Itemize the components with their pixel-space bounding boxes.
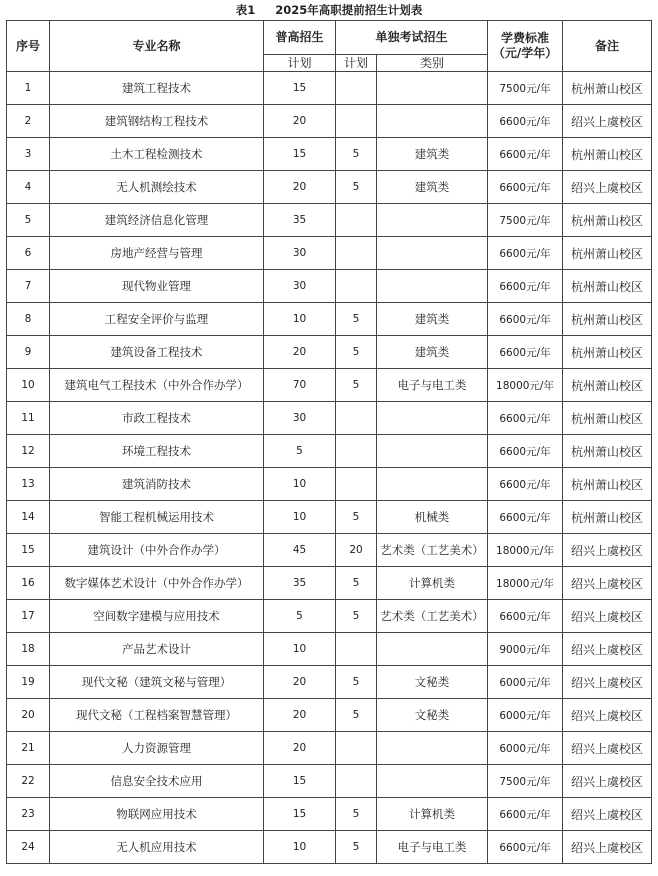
cell-campus: 杭州萧山校区 bbox=[563, 501, 652, 534]
table-row bbox=[7, 534, 652, 567]
cell-general-plan: 10 bbox=[264, 633, 336, 666]
cell-tuition: 7500元/年 bbox=[488, 765, 563, 798]
cell-tuition: 9000元/年 bbox=[488, 633, 563, 666]
cell-major: 房地产经营与管理 bbox=[50, 237, 264, 270]
cell-seq: 17 bbox=[7, 600, 50, 633]
cell-tuition: 6600元/年 bbox=[488, 303, 563, 336]
cell-major: 智能工程机械运用技术 bbox=[50, 501, 264, 534]
cell-seq: 1 bbox=[7, 72, 50, 105]
cell-single-plan bbox=[336, 435, 377, 468]
cell-tuition: 6600元/年 bbox=[488, 600, 563, 633]
cell-campus: 绍兴上虞校区 bbox=[563, 534, 652, 567]
header-remark: 备注 bbox=[563, 21, 652, 72]
table-row bbox=[7, 369, 652, 402]
cell-seq: 20 bbox=[7, 699, 50, 732]
cell-single-plan: 5 bbox=[336, 600, 377, 633]
table-row bbox=[7, 204, 652, 237]
cell-single-category: 计算机类 bbox=[377, 798, 488, 831]
cell-major: 现代文秘（工程档案智慧管理） bbox=[50, 699, 264, 732]
table-row bbox=[7, 567, 652, 600]
cell-tuition: 18000元/年 bbox=[488, 567, 563, 600]
cell-general-plan: 5 bbox=[264, 435, 336, 468]
cell-single-category: 文秘类 bbox=[377, 666, 488, 699]
cell-single-plan: 5 bbox=[336, 369, 377, 402]
cell-campus: 杭州萧山校区 bbox=[563, 270, 652, 303]
cell-major: 物联网应用技术 bbox=[50, 798, 264, 831]
cell-single-category bbox=[377, 765, 488, 798]
cell-general-plan: 15 bbox=[264, 798, 336, 831]
cell-general-plan: 20 bbox=[264, 732, 336, 765]
cell-single-plan: 5 bbox=[336, 798, 377, 831]
cell-single-plan: 5 bbox=[336, 666, 377, 699]
cell-campus: 杭州萧山校区 bbox=[563, 204, 652, 237]
cell-seq: 6 bbox=[7, 237, 50, 270]
cell-tuition: 6000元/年 bbox=[488, 666, 563, 699]
table-row bbox=[7, 633, 652, 666]
table-row bbox=[7, 435, 652, 468]
cell-major: 建筑钢结构工程技术 bbox=[50, 105, 264, 138]
cell-major: 建筑设备工程技术 bbox=[50, 336, 264, 369]
cell-general-plan: 35 bbox=[264, 204, 336, 237]
cell-seq: 16 bbox=[7, 567, 50, 600]
cell-tuition: 7500元/年 bbox=[488, 72, 563, 105]
cell-single-plan bbox=[336, 402, 377, 435]
table-row bbox=[7, 72, 652, 105]
cell-tuition: 6600元/年 bbox=[488, 237, 563, 270]
table-row bbox=[7, 468, 652, 501]
cell-general-plan: 70 bbox=[264, 369, 336, 402]
cell-major: 现代物业管理 bbox=[50, 270, 264, 303]
cell-single-plan: 5 bbox=[336, 171, 377, 204]
cell-tuition: 6600元/年 bbox=[488, 435, 563, 468]
cell-single-plan: 20 bbox=[336, 534, 377, 567]
cell-general-plan: 20 bbox=[264, 699, 336, 732]
cell-campus: 杭州萧山校区 bbox=[563, 336, 652, 369]
cell-tuition: 6600元/年 bbox=[488, 105, 563, 138]
cell-seq: 7 bbox=[7, 270, 50, 303]
cell-single-plan: 5 bbox=[336, 138, 377, 171]
header-general-plan: 计划 bbox=[264, 55, 336, 72]
cell-general-plan: 30 bbox=[264, 237, 336, 270]
cell-tuition: 6600元/年 bbox=[488, 402, 563, 435]
cell-single-category bbox=[377, 270, 488, 303]
cell-campus: 绍兴上虞校区 bbox=[563, 666, 652, 699]
cell-campus: 绍兴上虞校区 bbox=[563, 105, 652, 138]
cell-general-plan: 30 bbox=[264, 402, 336, 435]
cell-major: 建筑电气工程技术（中外合作办学） bbox=[50, 369, 264, 402]
table-title: 2025年高职提前招生计划表 bbox=[275, 3, 423, 17]
cell-general-plan: 5 bbox=[264, 600, 336, 633]
table-row bbox=[7, 171, 652, 204]
cell-major: 数字媒体艺术设计（中外合作办学） bbox=[50, 567, 264, 600]
table-row bbox=[7, 105, 652, 138]
cell-single-category: 建筑类 bbox=[377, 138, 488, 171]
cell-major: 土木工程检测技术 bbox=[50, 138, 264, 171]
cell-major: 无人机应用技术 bbox=[50, 831, 264, 864]
cell-single-plan bbox=[336, 72, 377, 105]
cell-campus: 杭州萧山校区 bbox=[563, 237, 652, 270]
cell-campus: 绍兴上虞校区 bbox=[563, 171, 652, 204]
cell-campus: 杭州萧山校区 bbox=[563, 435, 652, 468]
cell-single-category: 艺术类（工艺美术） bbox=[377, 600, 488, 633]
cell-single-category: 机械类 bbox=[377, 501, 488, 534]
cell-single-plan bbox=[336, 732, 377, 765]
cell-seq: 19 bbox=[7, 666, 50, 699]
cell-single-category: 文秘类 bbox=[377, 699, 488, 732]
cell-single-category bbox=[377, 633, 488, 666]
header-general: 普高招生 bbox=[264, 21, 336, 55]
cell-campus: 绍兴上虞校区 bbox=[563, 732, 652, 765]
cell-single-category bbox=[377, 105, 488, 138]
cell-seq: 9 bbox=[7, 336, 50, 369]
cell-general-plan: 20 bbox=[264, 105, 336, 138]
table-caption bbox=[0, 0, 658, 20]
cell-single-plan bbox=[336, 204, 377, 237]
cell-tuition: 6600元/年 bbox=[488, 138, 563, 171]
cell-single-plan: 5 bbox=[336, 303, 377, 336]
cell-tuition: 18000元/年 bbox=[488, 534, 563, 567]
cell-campus: 绍兴上虞校区 bbox=[563, 831, 652, 864]
table-row bbox=[7, 138, 652, 171]
cell-tuition: 6600元/年 bbox=[488, 336, 563, 369]
cell-seq: 14 bbox=[7, 501, 50, 534]
table-row bbox=[7, 831, 652, 864]
cell-tuition: 7500元/年 bbox=[488, 204, 563, 237]
cell-single-plan bbox=[336, 633, 377, 666]
cell-single-plan bbox=[336, 468, 377, 501]
cell-tuition: 6600元/年 bbox=[488, 468, 563, 501]
table-row bbox=[7, 402, 652, 435]
cell-seq: 2 bbox=[7, 105, 50, 138]
cell-seq: 10 bbox=[7, 369, 50, 402]
cell-single-plan: 5 bbox=[336, 501, 377, 534]
cell-campus: 绍兴上虞校区 bbox=[563, 765, 652, 798]
cell-campus: 绍兴上虞校区 bbox=[563, 798, 652, 831]
cell-general-plan: 15 bbox=[264, 72, 336, 105]
cell-major: 建筑工程技术 bbox=[50, 72, 264, 105]
table-row bbox=[7, 336, 652, 369]
cell-general-plan: 10 bbox=[264, 501, 336, 534]
cell-single-category: 建筑类 bbox=[377, 303, 488, 336]
cell-tuition: 6000元/年 bbox=[488, 732, 563, 765]
table-row bbox=[7, 765, 652, 798]
cell-single-category: 电子与电工类 bbox=[377, 831, 488, 864]
cell-single-plan bbox=[336, 765, 377, 798]
cell-single-plan bbox=[336, 237, 377, 270]
table-row bbox=[7, 666, 652, 699]
cell-campus: 杭州萧山校区 bbox=[563, 468, 652, 501]
cell-general-plan: 10 bbox=[264, 468, 336, 501]
cell-single-plan: 5 bbox=[336, 699, 377, 732]
enrollment-plan-table bbox=[6, 20, 652, 864]
cell-tuition: 6000元/年 bbox=[488, 699, 563, 732]
cell-major: 工程安全评价与监理 bbox=[50, 303, 264, 336]
cell-major: 现代文秘（建筑文秘与管理） bbox=[50, 666, 264, 699]
cell-seq: 11 bbox=[7, 402, 50, 435]
cell-campus: 杭州萧山校区 bbox=[563, 138, 652, 171]
cell-seq: 12 bbox=[7, 435, 50, 468]
cell-general-plan: 45 bbox=[264, 534, 336, 567]
cell-campus: 杭州萧山校区 bbox=[563, 303, 652, 336]
cell-seq: 21 bbox=[7, 732, 50, 765]
cell-single-category: 计算机类 bbox=[377, 567, 488, 600]
cell-seq: 23 bbox=[7, 798, 50, 831]
cell-seq: 3 bbox=[7, 138, 50, 171]
cell-single-category bbox=[377, 435, 488, 468]
header-tuition: 学费标准（元/学年） bbox=[488, 21, 563, 72]
cell-single-category bbox=[377, 237, 488, 270]
cell-seq: 22 bbox=[7, 765, 50, 798]
cell-single-category bbox=[377, 204, 488, 237]
header-single: 单独考试招生 bbox=[336, 21, 488, 55]
cell-campus: 绍兴上虞校区 bbox=[563, 600, 652, 633]
cell-general-plan: 10 bbox=[264, 831, 336, 864]
cell-seq: 18 bbox=[7, 633, 50, 666]
header-single-category: 类别 bbox=[377, 55, 488, 72]
cell-tuition: 18000元/年 bbox=[488, 369, 563, 402]
cell-general-plan: 30 bbox=[264, 270, 336, 303]
table-row bbox=[7, 600, 652, 633]
cell-major: 环境工程技术 bbox=[50, 435, 264, 468]
cell-major: 信息安全技术应用 bbox=[50, 765, 264, 798]
cell-major: 空间数字建模与应用技术 bbox=[50, 600, 264, 633]
cell-single-plan: 5 bbox=[336, 336, 377, 369]
cell-single-category bbox=[377, 468, 488, 501]
header-seq: 序号 bbox=[7, 21, 50, 72]
cell-general-plan: 35 bbox=[264, 567, 336, 600]
cell-tuition: 6600元/年 bbox=[488, 270, 563, 303]
cell-campus: 杭州萧山校区 bbox=[563, 402, 652, 435]
cell-tuition: 6600元/年 bbox=[488, 171, 563, 204]
cell-campus: 绍兴上虞校区 bbox=[563, 567, 652, 600]
header-major: 专业名称 bbox=[50, 21, 264, 72]
cell-seq: 5 bbox=[7, 204, 50, 237]
cell-general-plan: 15 bbox=[264, 138, 336, 171]
cell-seq: 4 bbox=[7, 171, 50, 204]
cell-general-plan: 10 bbox=[264, 303, 336, 336]
cell-seq: 24 bbox=[7, 831, 50, 864]
cell-general-plan: 20 bbox=[264, 336, 336, 369]
cell-general-plan: 20 bbox=[264, 666, 336, 699]
table-row bbox=[7, 798, 652, 831]
cell-campus: 绍兴上虞校区 bbox=[563, 633, 652, 666]
cell-single-category bbox=[377, 732, 488, 765]
cell-single-category bbox=[377, 402, 488, 435]
cell-major: 建筑经济信息化管理 bbox=[50, 204, 264, 237]
cell-seq: 8 bbox=[7, 303, 50, 336]
table-row bbox=[7, 303, 652, 336]
cell-tuition: 6600元/年 bbox=[488, 501, 563, 534]
cell-single-plan bbox=[336, 105, 377, 138]
cell-major: 建筑设计（中外合作办学） bbox=[50, 534, 264, 567]
cell-major: 市政工程技术 bbox=[50, 402, 264, 435]
cell-major: 人力资源管理 bbox=[50, 732, 264, 765]
cell-major: 产品艺术设计 bbox=[50, 633, 264, 666]
cell-single-plan: 5 bbox=[336, 831, 377, 864]
cell-seq: 13 bbox=[7, 468, 50, 501]
cell-campus: 绍兴上虞校区 bbox=[563, 699, 652, 732]
cell-campus: 杭州萧山校区 bbox=[563, 369, 652, 402]
cell-single-category: 建筑类 bbox=[377, 336, 488, 369]
cell-campus: 杭州萧山校区 bbox=[563, 72, 652, 105]
table-row bbox=[7, 237, 652, 270]
cell-tuition: 6600元/年 bbox=[488, 831, 563, 864]
cell-single-plan: 5 bbox=[336, 567, 377, 600]
cell-single-category: 艺术类（工艺美术） bbox=[377, 534, 488, 567]
cell-seq: 15 bbox=[7, 534, 50, 567]
cell-tuition: 6600元/年 bbox=[488, 798, 563, 831]
table-row bbox=[7, 501, 652, 534]
cell-major: 无人机测绘技术 bbox=[50, 171, 264, 204]
cell-major: 建筑消防技术 bbox=[50, 468, 264, 501]
cell-single-category bbox=[377, 72, 488, 105]
cell-single-category: 建筑类 bbox=[377, 171, 488, 204]
cell-single-plan bbox=[336, 270, 377, 303]
table-row bbox=[7, 699, 652, 732]
cell-general-plan: 15 bbox=[264, 765, 336, 798]
header-single-plan: 计划 bbox=[336, 55, 377, 72]
table-row bbox=[7, 732, 652, 765]
cell-general-plan: 20 bbox=[264, 171, 336, 204]
cell-single-category: 电子与电工类 bbox=[377, 369, 488, 402]
table-row bbox=[7, 270, 652, 303]
table-number: 表1 bbox=[235, 3, 256, 17]
